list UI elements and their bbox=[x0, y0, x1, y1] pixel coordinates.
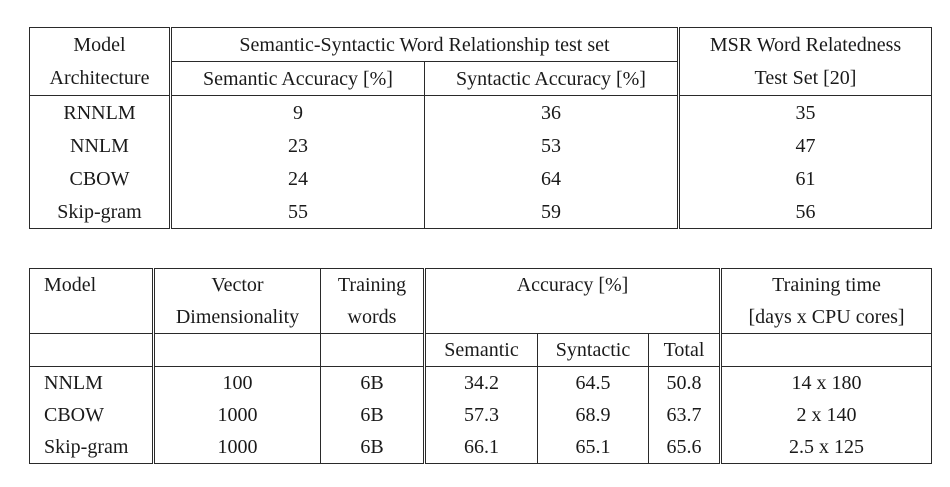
t1-cell-syntactic: 64 bbox=[425, 162, 679, 195]
t2-syntactic-header: Syntactic bbox=[538, 334, 649, 367]
t2-cell-total: 65.6 bbox=[649, 431, 721, 464]
t2-vector-header-line1: Vector bbox=[154, 269, 321, 302]
t2-cell-words: 6B bbox=[321, 431, 425, 464]
word-relationship-table bbox=[29, 27, 932, 229]
t2-cell-model: Skip-gram bbox=[30, 431, 154, 464]
t1-semantic-header: Semantic Accuracy [%] bbox=[203, 67, 393, 90]
t1-cell-semantic: 23 bbox=[288, 134, 308, 157]
t2-time-header-line1: Training time bbox=[772, 274, 881, 296]
t2-cell-dim: 1000 bbox=[154, 399, 321, 431]
t2-cell-syntactic: 68.9 bbox=[538, 399, 649, 431]
t2-sub-blank-time bbox=[721, 334, 932, 367]
t2-total-header: Total bbox=[649, 334, 721, 367]
t2-cell-time: 2.5 x 125 bbox=[789, 436, 865, 458]
t2-model-header: Model bbox=[30, 269, 154, 302]
t2-row bbox=[30, 431, 932, 464]
t2-cell-model: NNLM bbox=[30, 367, 154, 400]
t2-cell-time: 14 x 180 bbox=[791, 372, 862, 394]
t2-training-header-line1: Training bbox=[321, 269, 425, 302]
t2-sub-blank-model bbox=[30, 334, 154, 367]
t1-row bbox=[30, 162, 932, 195]
t1-cell-msr: 61 bbox=[679, 162, 932, 195]
t2-header-row-1 bbox=[30, 269, 932, 302]
t1-syntactic-header: Syntactic Accuracy [%] bbox=[425, 62, 679, 96]
t2-subheader-row bbox=[30, 334, 932, 367]
t1-cell-msr: 35 bbox=[679, 96, 932, 130]
t2-cell-syntactic: 64.5 bbox=[538, 367, 649, 400]
t2-sub-blank-words bbox=[321, 334, 425, 367]
training-comparison-table bbox=[29, 268, 932, 464]
t2-cell-semantic: 66.1 bbox=[425, 431, 538, 464]
t1-msr-header-line1: MSR Word Relatedness bbox=[679, 28, 932, 62]
t2-header-row-2 bbox=[30, 301, 932, 334]
t2-semantic-header: Semantic bbox=[425, 334, 538, 367]
t1-cell-model: NNLM bbox=[30, 129, 171, 162]
t2-cell-dim: 100 bbox=[154, 367, 321, 400]
t1-cell-semantic: 24 bbox=[288, 167, 308, 190]
t2-cell-total: 63.7 bbox=[649, 399, 721, 431]
t1-header-row-1 bbox=[30, 28, 932, 62]
t2-row bbox=[30, 367, 932, 400]
t1-msr-header-line2: Test Set [20] bbox=[679, 62, 932, 96]
t2-training-header-line2: words bbox=[321, 301, 425, 334]
t2-accuracy-header: Accuracy [%] bbox=[425, 269, 721, 302]
t2-cell-time: 2 x 140 bbox=[796, 404, 857, 426]
t1-cell-model: Skip-gram bbox=[30, 195, 171, 229]
t1-row bbox=[30, 96, 932, 130]
t1-cell-syntactic: 59 bbox=[425, 195, 679, 229]
t2-sub-blank-dim bbox=[154, 334, 321, 367]
t1-row bbox=[30, 129, 932, 162]
t2-model-header-blank bbox=[30, 301, 154, 334]
t1-cell-model: RNNLM bbox=[30, 96, 171, 130]
t1-cell-semantic: 9 bbox=[171, 96, 425, 130]
t2-vector-header-line2: Dimensionality bbox=[154, 301, 321, 334]
t1-cell-syntactic: 36 bbox=[425, 96, 679, 130]
t2-row bbox=[30, 399, 932, 431]
t2-time-header-line2: [days x CPU cores] bbox=[721, 301, 932, 334]
t2-cell-words: 6B bbox=[321, 399, 425, 431]
t1-model-header-line2: Architecture bbox=[30, 62, 171, 96]
t1-cell-model: CBOW bbox=[30, 162, 171, 195]
t2-cell-total: 50.8 bbox=[649, 367, 721, 400]
t1-cell-msr: 56 bbox=[679, 195, 932, 229]
t2-cell-syntactic: 65.1 bbox=[538, 431, 649, 464]
t1-row bbox=[30, 195, 932, 229]
t1-model-header-line1: Model bbox=[30, 28, 171, 62]
t2-cell-semantic: 57.3 bbox=[425, 399, 538, 431]
t2-cell-words: 6B bbox=[321, 367, 425, 400]
t1-cell-semantic: 55 bbox=[288, 200, 308, 223]
t2-accuracy-header-blank bbox=[425, 301, 721, 334]
t1-header-row-2 bbox=[30, 62, 932, 96]
t1-cell-msr: 47 bbox=[679, 129, 932, 162]
t1-cell-syntactic: 53 bbox=[425, 129, 679, 162]
t2-cell-semantic: 34.2 bbox=[425, 367, 538, 400]
t2-cell-model: CBOW bbox=[30, 399, 154, 431]
t2-cell-dim: 1000 bbox=[154, 431, 321, 464]
t1-group-header: Semantic-Syntactic Word Relationship test set bbox=[171, 28, 679, 62]
